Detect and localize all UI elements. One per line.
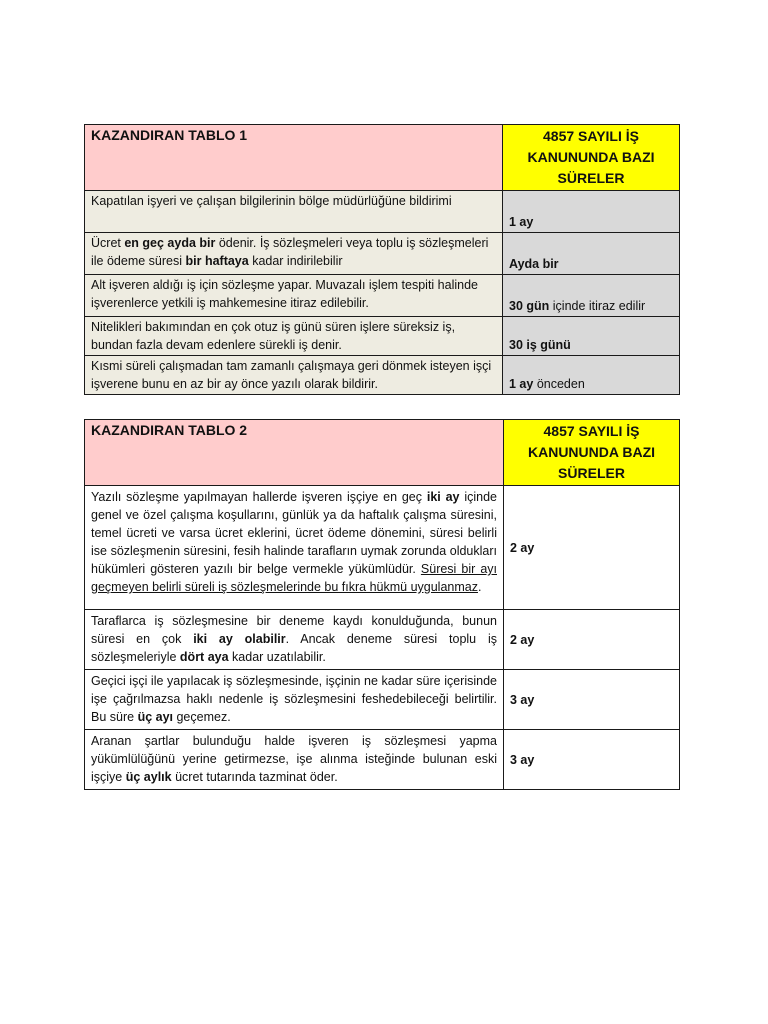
table-2-row-1-value: 2 ay: [504, 486, 680, 610]
table-1: [84, 124, 680, 395]
table-1-row-1-value: [503, 191, 680, 233]
text-run: Yazılı sözleşme yapılmayan hallerde işveren işçiye en geç: [91, 490, 427, 504]
table-2: [84, 419, 680, 790]
text-run: içinde itiraz edilir: [549, 299, 646, 313]
text-run: Kısmi süreli çalışmadan tam zamanlı çalışmaya geri dönmek isteyen işçi işverene bunu en az bir ay önce yazılı olarak bildirir.: [91, 359, 492, 391]
text-run: kadar uzatılabilir.: [228, 650, 326, 664]
text-run: Ayda bir: [509, 257, 559, 271]
table-1-row-4-desc: [85, 317, 503, 356]
text-run: ücret tutarında tazminat öder.: [171, 770, 338, 784]
text-run: Alt işveren aldığı iş için sözleşme yapar. Muvazalı işlem tespiti halinde işverenlerce yetkili iş mahkemesine itiraz edilebilir.: [91, 278, 478, 310]
table-2-title: KAZANDIRAN TABLO 2: [85, 420, 504, 486]
text-run: Süresi bir ayı geçmeyen belirli süreli iş sözleşmelerinde bu fıkra hükmü uygulanmaz: [91, 562, 497, 594]
table-2-header-right: 4857 SAYILI İŞ KANUNUNDA BAZI SÜRELER: [504, 420, 680, 486]
table-1-row-3-desc: [85, 275, 503, 317]
table-row: [85, 191, 680, 233]
table-1-header-right: 4857 SAYILI İŞ KANUNUNDA BAZI SÜRELER: [503, 125, 680, 191]
table-1-row-2-value: [503, 233, 680, 275]
text-run: 1 ay: [509, 377, 534, 391]
table-1-row-2-desc: [85, 233, 503, 275]
text-run: dört aya: [179, 650, 229, 664]
text-run: geçemez.: [173, 710, 231, 724]
table-row: [85, 275, 680, 317]
text-run: Kapatılan işyeri ve çalışan bilgilerinin bölge müdürlüğüne bildirimi: [91, 194, 452, 208]
text-run: iki ay olabilir: [193, 632, 286, 646]
table-row: [85, 670, 680, 730]
text-run: .: [477, 580, 482, 594]
text-run: kadar indirilebilir: [248, 254, 343, 268]
table-2-row-4-value: 3 ay: [504, 730, 680, 790]
text-run: en geç ayda bir: [124, 236, 216, 250]
text-run: Taraflarca iş sözleşmesine bir deneme kaydı konulduğunda, bunun süresi en çok: [91, 614, 497, 646]
text-run: . Ancak deneme süresi toplu iş sözleşmeleriyle: [91, 632, 497, 664]
table-row: [85, 356, 680, 395]
text-run: Ücret: [91, 236, 125, 250]
table-row: [85, 486, 680, 610]
table-row: [85, 610, 680, 670]
table-row: [85, 317, 680, 356]
text-run: üç aylık: [125, 770, 172, 784]
table-2-row-1-desc: [85, 486, 504, 610]
text-run: üç ayı: [137, 710, 173, 724]
table-1-row-3-value: [503, 275, 680, 317]
table-1-row-4-value: [503, 317, 680, 356]
table-2-header-row: [85, 420, 680, 486]
text-run: Nitelikleri bakımından en çok otuz iş günü süren işlere süreksiz iş, bundan fazla devam edenlere sürekli iş denir.: [91, 320, 456, 352]
table-2-row-2-desc: [85, 610, 504, 670]
table-2-row-3-desc: [85, 670, 504, 730]
table-1-title: KAZANDIRAN TABLO 1: [85, 125, 503, 191]
text-run: önceden: [533, 377, 585, 391]
table-2-row-3-value: 3 ay: [504, 670, 680, 730]
text-run: iki ay: [426, 490, 460, 504]
text-run: bir haftaya: [185, 254, 249, 268]
table-1-row-5-desc: [85, 356, 503, 395]
table-1-row-5-value: [503, 356, 680, 395]
table-row: [85, 730, 680, 790]
text-run: Geçici işçi ile yapılacak iş sözleşmesinde, işçinin ne kadar süre içerisinde işe çağrılmazsa haklı nedenle iş sözleşmesini feshedebileceği belirtilir. Bu süre: [91, 674, 497, 724]
text-run: Aranan şartlar bulunduğu halde işveren iş sözleşmesi yapma yükümlülüğünü yerine getirmezse, işe alınma isteğinde bulunan eski işçiye: [91, 734, 497, 784]
text-run: içinde genel ve özel çalışma koşullarını, günlük ya da haftalık çalışma süresini, temel ücreti ve varsa ücret eklerini, ücret ödeme dönemini, süresi belirli ise sözleşmenin süresini, fesih halinde tarafların uymak zorunda oldukları hükümleri gösteren yazılı bir belge vermekle yükümlüdür.: [91, 490, 497, 576]
text-run: 30 iş günü: [509, 338, 571, 352]
table-row: [85, 233, 680, 275]
text-run: 1 ay: [509, 215, 534, 229]
table-2-row-2-value: 2 ay: [504, 610, 680, 670]
table-1-row-1-desc: [85, 191, 503, 233]
table-2-row-4-desc: [85, 730, 504, 790]
text-run: 30 gün: [509, 299, 550, 313]
table-1-header-row: [85, 125, 680, 191]
text-run: ödenir. İş sözleşmeleri veya toplu iş sözleşmeleri ile ödeme süresi: [91, 236, 489, 268]
